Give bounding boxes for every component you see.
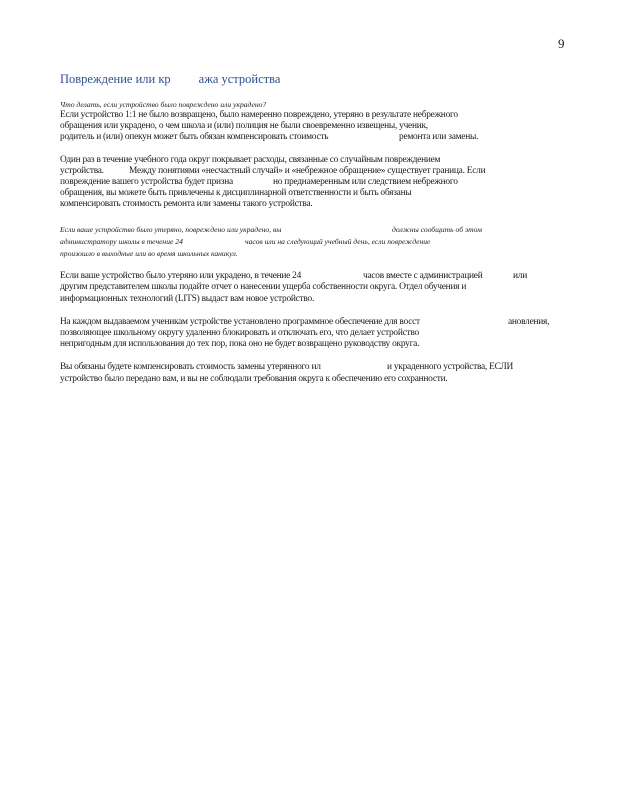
p2-line-3a: повреждение вашего устройства будет призна [60, 177, 233, 187]
p1-line-2: обращения или украдено, о чем школа и (или) полиция не были своевременно извещены, ученик, [60, 121, 428, 131]
p2-line-5: компенсировать стоимость ремонта или замены такого устройства. [60, 199, 313, 209]
p6-line-2: устройство было передано вам, и вы не соблюдали требования округа к обеспечению его сохранности. [60, 374, 448, 384]
p3-line-3: произошло в выходные или во время школьных каникул. [60, 249, 238, 258]
question-line: Что делать, если устройство было повреждено или украдено? [60, 100, 267, 109]
p4-line-2: другим представителем школы подайте отчет о нанесении ущерба собственности округа. Отдел обучения и [60, 282, 467, 292]
p2-line-1: Один раз в течение учебного года округ покрывает расходы, связанные со случайным повреждением [60, 155, 441, 165]
p6-line-1a: Вы обязаны будете компенсировать стоимость замены утерянного ил [60, 362, 321, 372]
p4-line-3: информационных технологий (LITS) выдаст вам новое устройство. [60, 294, 315, 304]
p4-line-1b: часов вместе с администрацией [363, 271, 483, 281]
p4-line-1a: Если ваше устройство было утеряно или украдено, в течение 24 [60, 271, 302, 281]
section-heading [60, 72, 280, 87]
p2-line-3b: но преднамеренным или следствием небрежного [273, 177, 458, 187]
page-number: 9 [558, 36, 565, 51]
p3-line-1a: Если ваше устройство было утеряно, повреждено или украдено, вы [60, 225, 282, 234]
p2-line-4: обращения, вы можете быть привлечены к дисциплинарной ответственности и быть обязаны [60, 188, 412, 198]
p5-line-1b: ановления, [508, 317, 550, 327]
p1-line-3a: родитель и (или) опекун может быть обязан компенсировать стоимость [60, 132, 329, 142]
p4-line-1c: или [513, 271, 527, 281]
heading-part-1: Повреждение или кр [60, 72, 171, 86]
p5-line-1a: На каждом выдаваемом ученикам устройстве установлено программное обеспечение для восст [60, 317, 420, 327]
p3-line-2b: часов или на следующий учебный день, если повреждение [245, 237, 431, 246]
heading-part-2: ажа устройства [198, 72, 281, 86]
p1-line-3b: ремонта или замены. [399, 132, 479, 142]
p3-line-1b: должны сообщить об этом [392, 225, 482, 234]
p6-line-1b: и украденного устройства, ЕСЛИ [387, 362, 513, 372]
p1-line-1: Если устройство 1:1 не было возвращено, было намеренно повреждено, утеряно в результате небрежного [60, 110, 458, 120]
p2-line-2b: Между понятиями «несчастный случай» и «небрежное обращение» существует граница. Если [129, 166, 486, 176]
p5-line-2: позволяющее школьному округу удаленно блокировать и отключать его, что делает устройство [60, 328, 419, 338]
p5-line-3: непригодным для использования до тех пор, пока оно не будет возвращено руководству округа. [60, 339, 420, 349]
p2-line-2a: устройства. [60, 166, 104, 176]
p3-line-2a: администратору школы в течение 24 [60, 237, 183, 246]
